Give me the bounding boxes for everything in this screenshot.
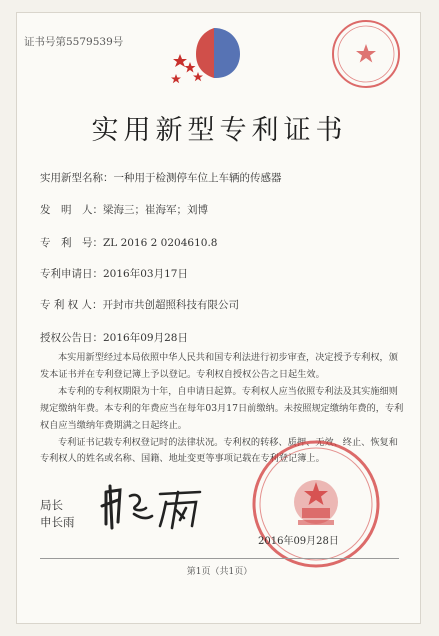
inventor-field: 发 明 人：梁海三；崔海军；刘博 [40,204,208,216]
page-title: 实用新型专利证书 [91,115,348,146]
divider [40,558,399,559]
body-paragraph: 本专利的专利权期限为十年，自申请日起算。专利权人应当依照专利法及其实施细则规定缴纳年费。本专利的年费应当在每年03月17日前缴纳。未按照规定缴纳年费的，专利权自应当缴纳年费期满之日起终止。 [40,385,404,431]
grant-date-field: 授权公告日：2016年09月28日 [40,332,188,344]
director-name: 申长雨 [40,515,75,529]
body-paragraph: 本实用新型经过本局依照中华人民共和国专利法进行初步审查，决定授予专利权，颁发本证书并在专利登记簿上予以登记。专利权自授权公告之日起生效。 [40,352,398,380]
agency-seal-icon [330,18,402,90]
patent-holder-field: 专 利 权 人：开封市共创超照科技有限公司 [40,299,240,311]
patent-office-emblem-icon [168,22,246,92]
utility-model-name: 实用新型名称：一种用于检测停车位上车辆的传感器 [40,172,282,184]
seal-date: 2016年09月28日 [258,536,339,547]
director-title: 局长 [40,498,63,512]
director-signature-labels [40,497,75,531]
page-number: 第1页（共1页） [186,567,253,577]
certificate-number: 证书号第5579539号 [24,36,124,48]
body-paragraph: 专利证书记载专利权登记时的法律状况。专利权的转移、质押、无效、终止、恢复和专利权人的姓名或名称、国籍、地址变更等事项记载在专利登记簿上。 [40,436,398,465]
handwritten-signature [100,478,210,534]
patent-number-field: 专 利 号：ZL 2016 2 0204610.8 [40,237,218,249]
national-ip-office-seal-icon [250,438,382,570]
filing-date-field: 专利申请日：2016年03月17日 [40,268,188,280]
